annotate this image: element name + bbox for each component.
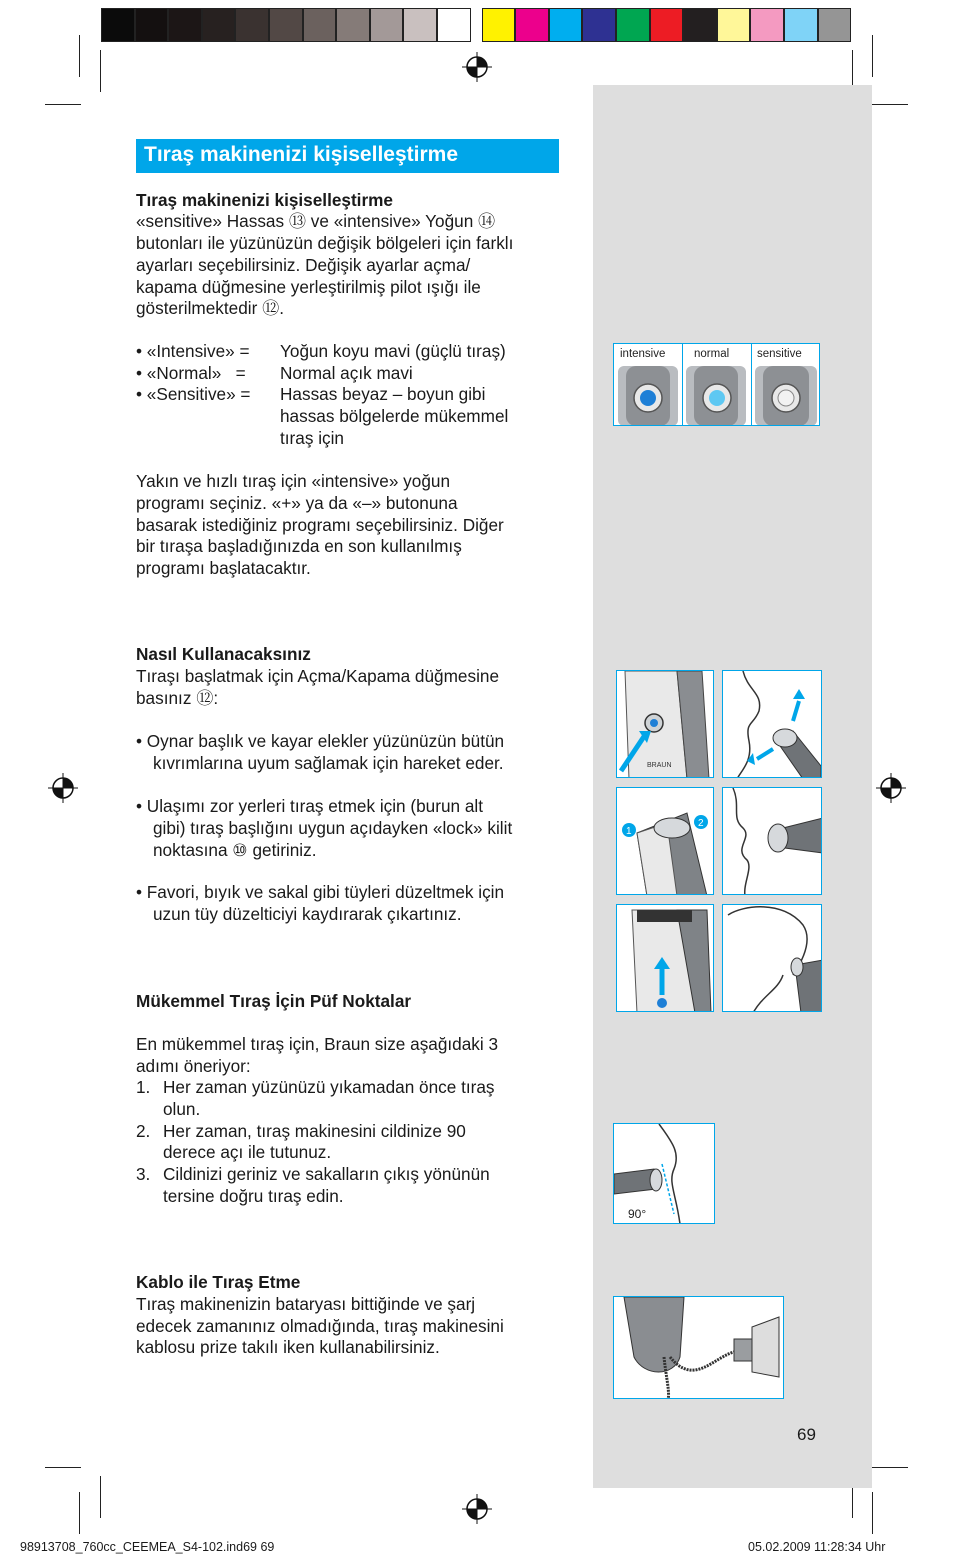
- color-swatch: [582, 8, 616, 42]
- page-title-bar: [136, 139, 559, 173]
- section1-line: «sensitive» Hassas ⑬ ve «intensive» Yoğun ⑭: [136, 211, 496, 231]
- angle-90-figure: [613, 1123, 715, 1224]
- registration-mark-top: [462, 52, 492, 82]
- step-text: tersine doğru tıraş edin.: [163, 1186, 344, 1206]
- section3-heading: Mükemmel Tıraş İçin Püf Noktalar: [136, 991, 412, 1011]
- page-number: 69: [797, 1425, 816, 1444]
- section3-intro: En mükemmel tıraş için, Braun size aşağıdaki 3: [136, 1034, 499, 1054]
- section4-line: kablosu prize takılı iken kullanabilirsiniz.: [136, 1337, 440, 1357]
- step-number: 1.: [136, 1077, 151, 1097]
- color-swatch: [370, 8, 404, 42]
- color-swatch: [303, 8, 337, 42]
- step-text: derece açı ile tutunuz.: [163, 1142, 332, 1162]
- step-text: Her zaman yüzünüzü yıkamadan önce tıraş: [163, 1077, 495, 1097]
- under-nose-figure: [722, 787, 822, 895]
- cord-shaving-figure: [613, 1296, 784, 1399]
- color-swatch: [549, 8, 583, 42]
- color-swatch: [717, 8, 751, 42]
- mode-term: • «Intensive» =: [136, 341, 250, 361]
- mode-desc: Yoğun koyu mavi (güçlü tıraş): [280, 341, 506, 361]
- section2-intro: Tıraşı başlatmak için Açma/Kapama düğmesine: [136, 666, 500, 686]
- color-swatch: [101, 8, 135, 42]
- section2-bullet: • Ulaşımı zor yerleri tıraş etmek için (burun alt: [136, 796, 483, 816]
- color-swatch: [135, 8, 169, 42]
- section1-line: kapama düğmesine yerleştirilmiş pilot ışığı ile: [136, 277, 481, 297]
- color-swatch: [750, 8, 784, 42]
- section2-bullet: uzun tüy düzelticiyi kaydırarak çıkartınız.: [153, 904, 462, 924]
- registration-mark-left: [48, 773, 78, 803]
- section4-line: edecek zamanınız olmadığında, tıraş makinesini: [136, 1316, 504, 1336]
- shaver-mode-sensitive: [755, 366, 817, 426]
- angle-label: 90°: [628, 1207, 647, 1221]
- mode-label-intensive: intensive: [620, 348, 666, 360]
- led-normal: [709, 390, 725, 406]
- step-text: Cildinizi geriniz ve sakalların çıkış yönünün: [163, 1164, 490, 1184]
- mode-label-sensitive: sensitive: [757, 348, 802, 360]
- trimmer-extend-figure: [616, 904, 714, 1012]
- step-number: 3.: [136, 1164, 151, 1184]
- color-swatch: [482, 8, 516, 42]
- color-swatch: [616, 8, 650, 42]
- section2-bullet: • Oynar başlık ve kayar elekler yüzünüzün bütün: [136, 731, 505, 751]
- color-swatch: [683, 8, 717, 42]
- section1-line: butonları ile yüzünüzün değişik bölgeleri için farklı: [136, 233, 514, 253]
- face-shave-figure-1: [722, 670, 822, 778]
- footer-timestamp: 05.02.2009 11:28:34 Uhr: [748, 1540, 886, 1554]
- led-intensive: [640, 390, 656, 406]
- section2-bullet: noktasına ⑩ getiriniz.: [153, 840, 317, 860]
- footer-file-info: 98913708_760cc_CEEMEA_S4-102.ind69 69: [20, 1540, 275, 1554]
- color-swatch: [403, 8, 437, 42]
- section2-bullet: kıvrımlarına uyum sağlamak için hareket eder.: [153, 753, 504, 773]
- color-swatch: [650, 8, 684, 42]
- section1-para2: programı başlatacaktır.: [136, 558, 311, 578]
- mode-desc-cont: hassas bölgelerde mükemmel: [280, 406, 509, 426]
- color-swatch: [818, 8, 852, 42]
- section1-para2: Yakın ve hızlı tıraş için «intensive» yoğun: [136, 471, 450, 491]
- step-number: 2.: [136, 1121, 151, 1141]
- step-label-2: 2: [698, 818, 704, 829]
- mode-desc: Normal açık mavi: [280, 363, 413, 383]
- mode-label-normal: normal: [694, 348, 730, 360]
- mode-desc-cont: tıraş için: [280, 428, 344, 448]
- section2-bullet: gibi) tıraş başlığını uygun açıdayken «lock» kilit: [153, 818, 513, 838]
- color-swatch: [202, 8, 236, 42]
- section2-heading: Nasıl Kullanacaksınız: [136, 644, 311, 664]
- lock-head-figure: [616, 787, 714, 895]
- section1-line: gösterilmektedir ⑫.: [136, 298, 285, 318]
- shaver-mode-normal: [686, 366, 746, 426]
- section1-para2: bir tıraşa başladığınızda en son kullanılmış: [136, 536, 462, 556]
- page-title: Tıraş makinenizi kişiselleştirme: [144, 143, 458, 166]
- led-sensitive: [778, 390, 794, 406]
- step-label-1: 1: [626, 826, 632, 837]
- section2-bullet: • Favori, bıyık ve sakal gibi tüyleri düzeltmek için: [136, 882, 505, 902]
- section4-heading: Kablo ile Tıraş Etme: [136, 1272, 301, 1292]
- sideburn-trim-figure: [722, 904, 822, 1012]
- section1-para2: basarak istediğiniz programı seçebilirsiniz. Diğer: [136, 515, 504, 535]
- step-text: Her zaman, tıraş makinesini cildinize 90: [163, 1121, 466, 1141]
- mode-term: • «Sensitive» =: [136, 384, 251, 404]
- step-text: olun.: [163, 1099, 201, 1119]
- section3-intro: adımı öneriyor:: [136, 1056, 251, 1076]
- color-swatch: [269, 8, 303, 42]
- section1-para2: programı seçiniz. «+» ya da «–» butonuna: [136, 493, 458, 513]
- power-button-figure: [616, 670, 714, 778]
- mode-desc: Hassas beyaz – boyun gibi: [280, 384, 486, 404]
- color-swatch: [336, 8, 370, 42]
- mode-term: • «Normal» =: [136, 363, 246, 383]
- color-swatch: [235, 8, 269, 42]
- color-swatch: [168, 8, 202, 42]
- color-swatch: [437, 8, 471, 42]
- brand-label: BRAUN: [647, 762, 672, 769]
- section1-heading: Tıraş makinenizi kişiselleştirme: [136, 190, 393, 210]
- registration-mark-right: [876, 773, 906, 803]
- section2-intro: basınız ⑫:: [136, 688, 219, 708]
- color-swatch: [784, 8, 818, 42]
- color-swatch: [515, 8, 549, 42]
- section4-line: Tıraş makinenizin bataryası bittiğinde ve şarj: [136, 1294, 476, 1314]
- shaver-mode-intensive: [618, 366, 678, 426]
- section1-line: ayarları seçebilirsiniz. Değişik ayarlar açma/: [136, 255, 471, 275]
- registration-mark-bottom: [462, 1494, 492, 1524]
- mode-settings-figure: [613, 343, 820, 426]
